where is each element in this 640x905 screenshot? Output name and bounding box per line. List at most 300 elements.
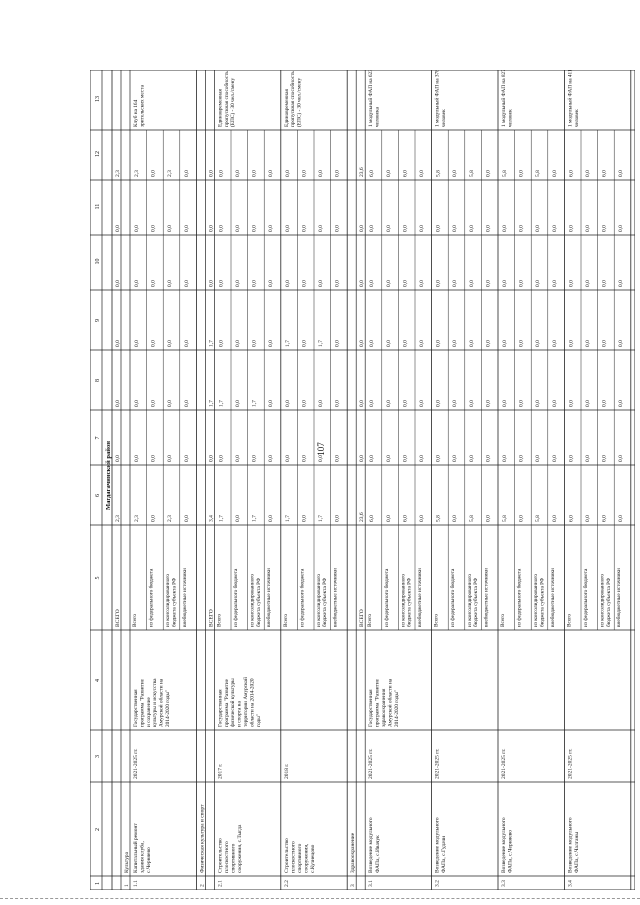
funding-value: 6,0 (601, 515, 608, 522)
item-note (367, 70, 380, 127)
item-program (133, 678, 171, 727)
funding-value: 0,0 (134, 400, 140, 407)
funding-value: 0,0 (568, 280, 575, 287)
funding-value: 0,0 (419, 280, 425, 287)
total-value: 0,0 (115, 340, 121, 347)
funding-value: 0,0 (150, 225, 157, 232)
funding-value: 6,0 (402, 515, 409, 522)
funding-source-line: бюджета субъекта РФ (473, 577, 479, 627)
funding-value: 0,0 (618, 225, 625, 232)
item-name-line: Возведение модульного (567, 817, 574, 873)
funding-source-line: внебюджетные источники (332, 568, 339, 627)
funding-source (332, 568, 339, 627)
funding-source (132, 614, 138, 627)
total-value: 0,0 (208, 455, 215, 462)
rotated-table-sheet (90, 70, 635, 890)
funding-value: 0,0 (568, 340, 575, 347)
funding-value: 0,0 (218, 340, 225, 347)
column-number-12: 12 (95, 151, 101, 157)
funding-value: 0,0 (452, 225, 459, 232)
funding-value: 0,0 (235, 400, 241, 407)
funding-value: 0,0 (535, 400, 542, 407)
funding-value: 0,0 (585, 340, 591, 347)
funding-source-line: из федерального бюджета (516, 568, 523, 627)
funding-value: 0,0 (402, 400, 409, 407)
funding-value: 0,0 (284, 455, 291, 462)
funding-source-line: из консолидированного (466, 573, 473, 627)
funding-source (367, 614, 373, 627)
item-name-line: плоскостного (224, 841, 230, 873)
funding-value: 0,0 (301, 170, 308, 177)
funding-value: 0,0 (268, 400, 275, 407)
funding-value: 0,0 (218, 170, 225, 177)
funding-value: 0,0 (318, 280, 324, 287)
funding-source-line: Всего (216, 614, 223, 627)
item-note (217, 71, 236, 127)
column-number-9: 9 (95, 319, 101, 322)
funding-value: 0,0 (385, 280, 392, 287)
funding-source (250, 574, 262, 627)
item-note-line: (ЕПС) - 30 чел./смену (230, 77, 237, 127)
funding-value: 0,0 (468, 225, 475, 232)
funding-value: 0,0 (167, 340, 174, 347)
funding-source-line: внебюджетные источники (417, 568, 423, 627)
funding-value: 0,0 (183, 340, 190, 347)
funding-source-line: внебюджетные источники (266, 568, 273, 627)
funding-source-line: бюджета субъекта РФ (255, 577, 262, 627)
funding-value: 0,0 (435, 455, 442, 462)
funding-value: 0,0 (601, 225, 608, 232)
funding-value: 0,0 (585, 170, 591, 177)
total-value: 0,0 (208, 280, 215, 287)
funding-value: 0,0 (235, 225, 241, 232)
column-number-6: 6 (95, 494, 101, 497)
total-value: 0,0 (115, 280, 121, 287)
item-name-line: спортивного (297, 843, 303, 873)
funding-source-line: из консолидированного (249, 573, 256, 627)
funding-source (582, 568, 589, 627)
item-program-line: культуры и искусства (152, 678, 159, 727)
funding-source-line: из федерального бюджета (383, 568, 390, 627)
item-number: 3.1 (368, 880, 375, 887)
funding-value: 0,0 (385, 225, 392, 232)
item-note (434, 70, 447, 127)
funding-source (416, 568, 423, 627)
funding-value: 0,0 (150, 280, 157, 287)
funding-source (383, 568, 390, 627)
column-number-13: 13 (95, 96, 101, 102)
funding-value: 0,0 (419, 340, 425, 347)
item-note-line: Клуб на 164 (133, 99, 139, 127)
funding-value: 6,0 (369, 170, 376, 177)
funding-value: 0,0 (452, 515, 459, 522)
funding-source (516, 568, 523, 627)
item-number: 3.3 (501, 880, 507, 887)
funding-value: 0,0 (419, 170, 425, 177)
funding-value: 0,0 (385, 170, 392, 177)
funding-source (482, 568, 489, 627)
funding-value: 0,0 (435, 400, 442, 407)
funding-value: 0,0 (369, 400, 376, 407)
funding-value: 0,0 (435, 225, 442, 232)
item-term: 2021-2025 гг. (368, 748, 375, 779)
funding-source (265, 568, 272, 627)
item-name-line: Возведение модульного (501, 817, 507, 873)
item-name (435, 817, 448, 873)
funding-value: 0,0 (485, 340, 492, 347)
funding-value: 0,0 (235, 170, 241, 177)
funding-value: 0,0 (535, 455, 542, 462)
item-note-line: пропускная способность (223, 71, 230, 127)
item-note-line: Единовременная (283, 89, 290, 127)
item-name (217, 824, 243, 873)
funding-source-line: Всего (367, 614, 374, 627)
item-term: 2021-2025 гг. (434, 748, 441, 779)
item-name-line: Строительство (283, 838, 290, 873)
item-number: 1.1 (133, 880, 139, 887)
total-value: 0,0 (359, 280, 366, 287)
funding-source (216, 614, 222, 627)
funding-value: 1,7 (284, 340, 291, 347)
total-value: 1,7 (208, 340, 215, 347)
funding-source-line: из федерального бюджета (148, 568, 155, 627)
funding-value: 0,0 (618, 340, 625, 347)
funding-value: 0,0 (334, 225, 341, 232)
funding-source (283, 614, 289, 627)
total-value: 0,0 (359, 225, 366, 232)
item-program-line: Государственная (217, 689, 224, 727)
funding-value: 0,0 (618, 400, 625, 407)
item-program-line: программа "Развитие (223, 678, 230, 727)
region-title: Магдагачинский район (105, 441, 112, 510)
funding-value: 5,8 (502, 170, 508, 177)
item-name-line: ФАПа, с.Гудачи (441, 835, 448, 873)
funding-value: 5,8 (435, 170, 442, 177)
item-program-line: годы" (255, 714, 262, 727)
item-number: 3.2 (434, 880, 441, 887)
funding-value: 0,0 (585, 400, 591, 407)
funding-value: 0,0 (518, 340, 525, 347)
item-note-line: 1 модульный ФАП на 623 (368, 70, 375, 127)
funding-value: 0,0 (334, 280, 341, 287)
column-number-1: 1 (95, 882, 101, 885)
funding-source-line: из консолидированного (165, 573, 172, 627)
funding-value: 5,8 (468, 170, 475, 177)
funding-value: 0,0 (435, 280, 442, 287)
funding-source-line: Всего (132, 614, 138, 627)
column-number-2: 2 (95, 828, 101, 831)
item-note-line: Единовременная (217, 89, 224, 127)
funding-value: 0,0 (134, 280, 140, 287)
item-number: 2.1 (217, 880, 224, 887)
item-note-line: человек (441, 109, 447, 127)
funding-value: 6,0 (601, 170, 608, 177)
funding-value: 1,7 (251, 400, 258, 407)
funding-value: 0,0 (318, 225, 324, 232)
funding-value: 0,0 (235, 455, 241, 462)
funding-value: 0,0 (551, 455, 558, 462)
funding-value: 0,0 (601, 280, 608, 287)
item-name-line: сооружения, (303, 843, 310, 873)
funding-source-line: из федерального бюджета (450, 568, 457, 627)
funding-value: 2,3 (134, 515, 140, 522)
item-note-line: зрительских места (139, 85, 146, 127)
funding-value: 6,0 (568, 170, 575, 177)
funding-value: 0,0 (618, 455, 625, 462)
funding-source (434, 614, 440, 627)
funding-value: 0,0 (301, 400, 308, 407)
funding-source (467, 574, 479, 627)
item-program-line: программа "Развитие (374, 678, 381, 727)
scan-bottom-edge (0, 898, 640, 899)
item-program-line: программа "Развитие (139, 678, 146, 727)
total-value: 0,0 (115, 225, 121, 232)
section-number: 1 (124, 884, 130, 887)
item-name (132, 823, 152, 873)
funding-value: 0,0 (268, 340, 275, 347)
funding-source (449, 568, 456, 627)
funding-value: 0,0 (268, 280, 275, 287)
funding-value: 0,0 (284, 170, 291, 177)
funding-value: 0,0 (452, 340, 459, 347)
total-label: ВСЕГО (115, 609, 121, 627)
funding-value: 2,3 (167, 515, 174, 522)
item-name (284, 838, 316, 873)
funding-value: 2,3 (167, 170, 174, 177)
funding-value: 0,0 (134, 455, 140, 462)
total-value: 0,0 (359, 455, 366, 462)
funding-value: 0,0 (235, 515, 241, 522)
funding-value: 0,0 (369, 340, 376, 347)
funding-value: 0,0 (284, 225, 291, 232)
funding-value: 0,0 (218, 280, 225, 287)
funding-value: 0,0 (318, 170, 324, 177)
funding-value: 0,0 (167, 280, 174, 287)
item-program-line: Государственная (133, 689, 139, 727)
funding-value: 0,0 (251, 340, 258, 347)
item-note-line: 1 модульный ФАП на 827 (501, 70, 507, 127)
funding-value: 0,0 (419, 455, 425, 462)
funding-value: 0,0 (585, 515, 591, 522)
funding-source-line: внебюджетные источники (616, 568, 623, 627)
section-name: Здравоохранение (350, 832, 357, 873)
funding-value: 0,0 (385, 340, 392, 347)
item-program-line: и спорта на (236, 701, 243, 727)
funding-value: 0,0 (402, 340, 409, 347)
funding-value: 5,8 (468, 515, 475, 522)
item-term: 2021-2025 гг. (133, 748, 139, 779)
item-name-line: Возведение модульного (368, 817, 375, 873)
total-value: 0,0 (208, 170, 215, 177)
funding-value: 0,0 (502, 400, 508, 407)
funding-source-line: Всего (433, 614, 440, 627)
funding-value: 0,0 (502, 455, 508, 462)
funding-source (549, 568, 556, 627)
funding-value: 0,0 (551, 515, 558, 522)
table-frame (90, 70, 635, 890)
item-note (566, 70, 579, 127)
item-name (368, 817, 381, 873)
total-value: 3,4 (208, 515, 215, 522)
funding-value: 0,0 (301, 280, 308, 287)
funding-source (165, 574, 177, 627)
item-name (501, 817, 514, 873)
funding-value: 0,0 (568, 225, 575, 232)
funding-value: 0,0 (183, 280, 190, 287)
funding-value: 0,0 (301, 340, 308, 347)
funding-value: 0,0 (183, 400, 190, 407)
section-number: 3 (350, 884, 357, 887)
funding-value: 0,0 (150, 170, 157, 177)
funding-value: 0,0 (485, 400, 492, 407)
funding-value: 0,0 (601, 400, 608, 407)
funding-value: 0,0 (502, 340, 508, 347)
funding-value: 0,0 (268, 515, 275, 522)
funding-source-line: бюджета субъекта РФ (406, 577, 413, 627)
funding-source-line: бюджета субъекта РФ (322, 577, 329, 627)
funding-value: 0,0 (551, 400, 558, 407)
funding-value: 0,0 (518, 400, 525, 407)
funding-value: 0,0 (419, 400, 425, 407)
total-label: ВСЕГО (359, 609, 366, 627)
funding-source (181, 568, 188, 627)
item-name-line: Возведение модульного (434, 817, 441, 873)
funding-source (533, 574, 545, 627)
funding-source (600, 574, 612, 627)
item-number: 2.2 (283, 880, 290, 887)
funding-source (298, 568, 305, 627)
funding-value: 1,7 (318, 340, 324, 347)
item-program-line: Амурской области на (387, 678, 394, 727)
item-term: 2018 г. (283, 763, 290, 779)
funding-value: 0,0 (369, 225, 376, 232)
column-number-4: 4 (95, 679, 101, 682)
funding-source-line: бюджета субъекта РФ (171, 577, 178, 627)
funding-value: 0,0 (218, 455, 225, 462)
column-number-10: 10 (95, 258, 101, 265)
funding-source-line: внебюджетные источники (549, 568, 556, 627)
item-name-line: Капитальный ремонт (133, 823, 139, 873)
funding-value: 0,0 (601, 455, 608, 462)
funding-value: 2,3 (134, 170, 140, 177)
funding-value: 0,0 (518, 280, 525, 287)
funding-value: 0,0 (452, 400, 459, 407)
funding-source (148, 568, 155, 627)
item-name-line: ФАПа, с.Чалганы (574, 831, 580, 873)
funding-value: 0,0 (235, 280, 241, 287)
funding-value: 0,0 (468, 400, 475, 407)
funding-value: 0,0 (284, 400, 291, 407)
total-value: 0,0 (115, 455, 121, 462)
funding-value: 0,0 (468, 455, 475, 462)
funding-value: 0,0 (385, 515, 392, 522)
funding-value: 0,0 (535, 225, 542, 232)
funding-value: 0,0 (369, 280, 376, 287)
item-program-line: 2014-2020 годы" (393, 689, 400, 727)
funding-value: 1,7 (218, 515, 225, 522)
funding-source (566, 614, 572, 627)
funding-value: 0,0 (134, 225, 140, 232)
funding-value: 0,0 (284, 280, 291, 287)
item-note-line: пропускная способность (290, 71, 297, 127)
funding-source-line: внебюджетные источники (483, 568, 490, 627)
item-term: 2017 г. (217, 763, 224, 779)
funding-value: 0,0 (535, 280, 542, 287)
funding-value: 0,0 (551, 225, 558, 232)
funding-source (615, 568, 622, 627)
funding-value: 0,0 (435, 340, 442, 347)
funding-value: 0,0 (485, 170, 492, 177)
funding-value: 0,0 (618, 280, 625, 287)
funding-value: 0,0 (183, 170, 190, 177)
section-number: 2 (199, 884, 206, 887)
funding-value: 0,0 (452, 455, 459, 462)
funding-value: 5,8 (535, 515, 542, 522)
funding-source-line: из консолидированного (533, 573, 540, 627)
funding-value: 5,8 (435, 515, 442, 522)
funding-value: 0,0 (183, 515, 190, 522)
funding-value: 0,0 (318, 455, 324, 462)
total-value: 0,0 (115, 400, 121, 407)
funding-value: 0,0 (485, 225, 492, 232)
funding-value: 0,0 (402, 225, 409, 232)
item-program-line: физической культуры (230, 678, 237, 727)
item-name-line: ФАПа, с.Черняево (507, 830, 514, 873)
funding-source-line: бюджета субъекта РФ (539, 577, 546, 627)
funding-source-line: бюджета субъекта РФ (605, 577, 612, 627)
funding-value: 1,7 (284, 515, 291, 522)
funding-value: 0,0 (235, 340, 241, 347)
funding-value: 0,0 (251, 170, 258, 177)
item-name (567, 817, 580, 873)
item-name-line: с.Кузнецово (310, 844, 317, 873)
item-note-line: человека (374, 107, 381, 127)
funding-source-line: Всего (500, 614, 506, 627)
funding-value: 0,0 (150, 400, 157, 407)
item-program (217, 677, 261, 727)
funding-value: 0,0 (301, 225, 308, 232)
item-note-line: человек (507, 109, 514, 127)
funding-value: 6,0 (568, 515, 575, 522)
total-value: 0,0 (359, 340, 366, 347)
item-program-line: территории Амурской (243, 677, 249, 727)
page-number: 107 (315, 442, 326, 456)
funding-source-line: Всего (282, 614, 289, 627)
funding-value: 0,0 (585, 280, 591, 287)
funding-source (500, 614, 506, 627)
funding-value: 0,0 (419, 225, 425, 232)
item-term: 2021-2025 гг. (567, 748, 574, 779)
funding-value: 0,0 (150, 455, 157, 462)
funding-value: 0,0 (535, 340, 542, 347)
total-value: 23,6 (359, 512, 366, 522)
funding-value: 0,0 (167, 225, 174, 232)
funding-source (232, 568, 239, 627)
funding-value: 0,0 (334, 340, 341, 347)
funding-value: 0,0 (301, 515, 308, 522)
funding-value: 0,0 (218, 225, 225, 232)
column-number-3: 3 (95, 755, 101, 758)
funding-value: 0,0 (485, 280, 492, 287)
section-name: Физическая культура и спорт (199, 804, 206, 873)
item-program-line: 2014-2020 годы" (165, 689, 171, 727)
total-value: 2,3 (115, 515, 121, 522)
funding-value: 0,0 (419, 515, 425, 522)
funding-value: 0,0 (385, 400, 392, 407)
funding-value: 0,0 (618, 515, 625, 522)
funding-value: 0,0 (183, 455, 190, 462)
total-value: 23,6 (359, 167, 366, 177)
